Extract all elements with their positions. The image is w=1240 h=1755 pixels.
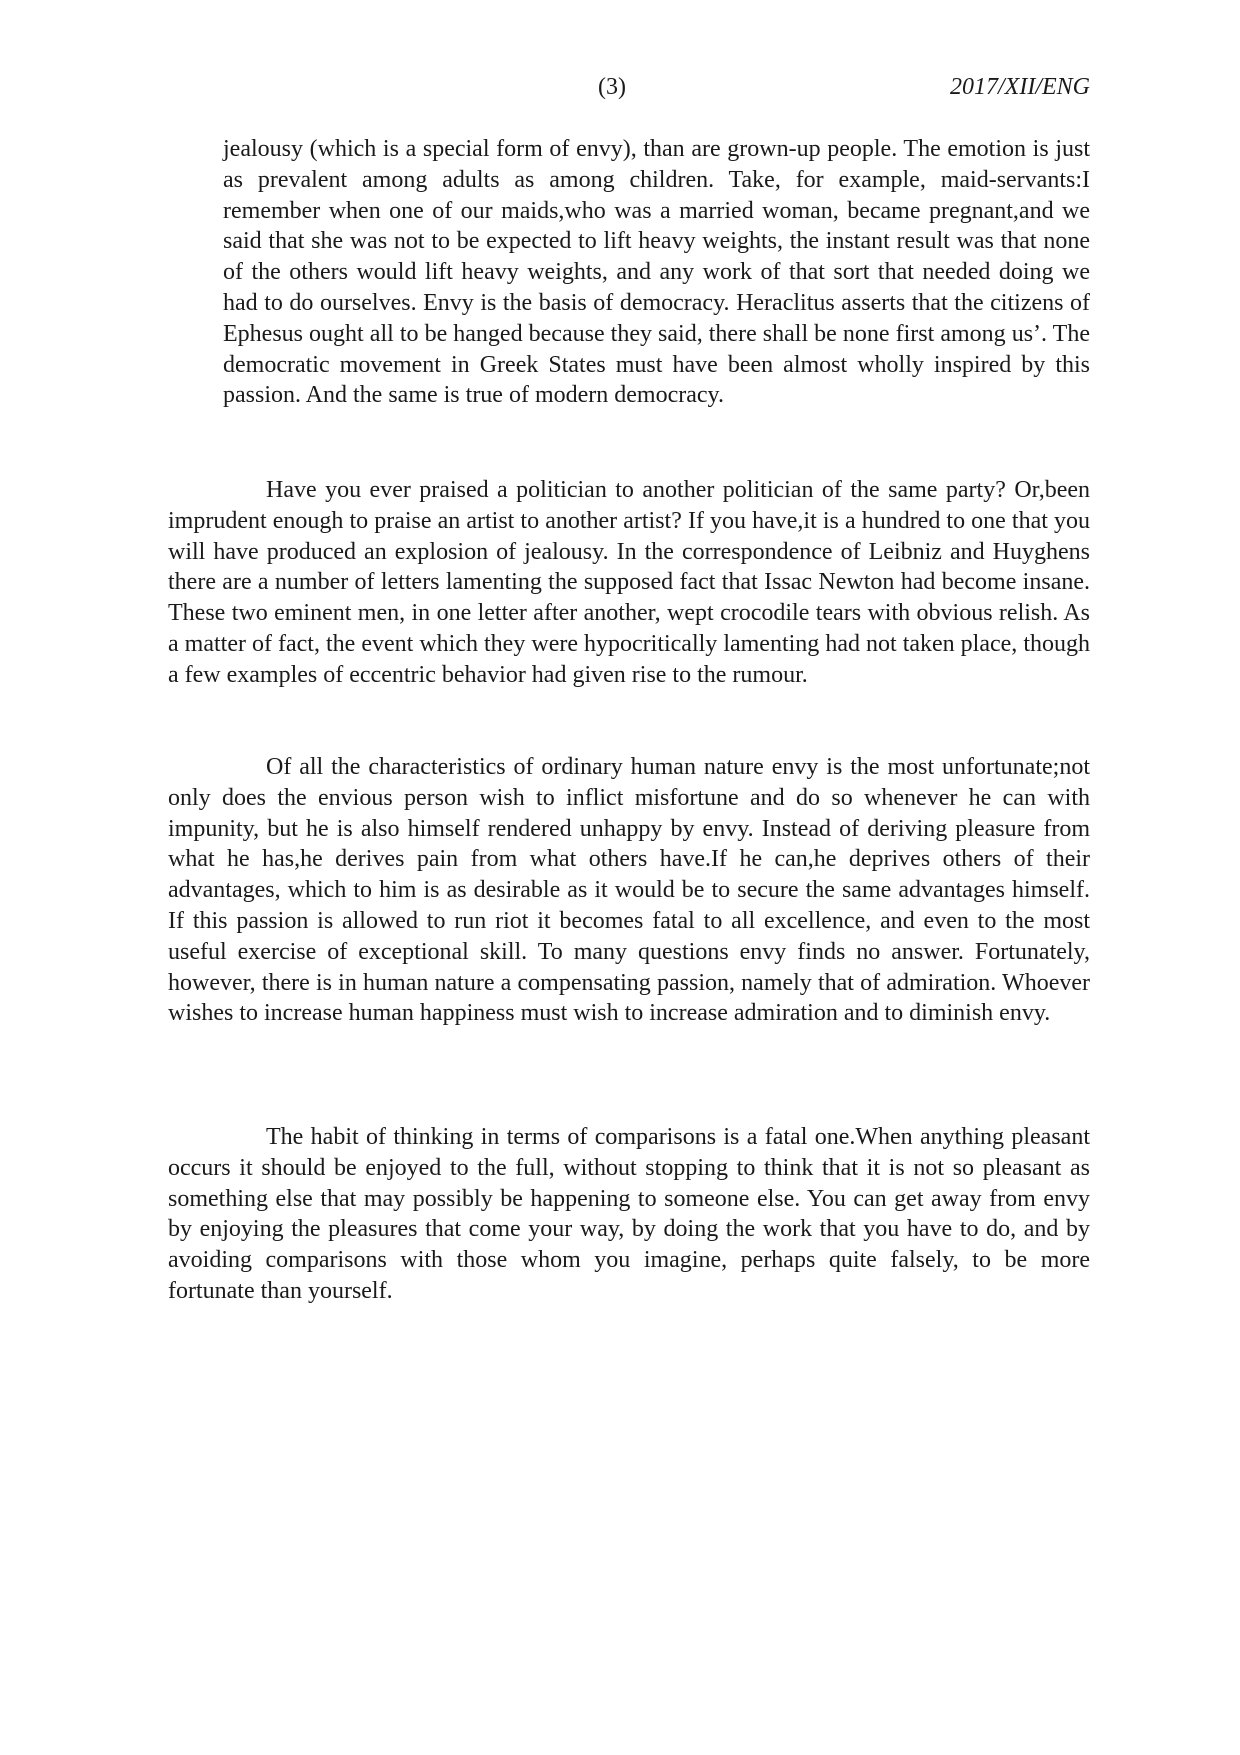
paragraph-jealousy-continuation: jealousy (which is a special form of envy), than are grown-up people. The emotion is just as prevalent among adults as among children. Take, for example, maid-servants:I remember when one of our maids,who was a married woman, became pregnant,and we said that she was not to be expected to lift heavy weights, the instant result was that none of the others would lift heavy weights, and any work of that sort that needed doing we had to do ourselves. Envy is the basis of democracy. Heraclitus asserts that the citizens of Ephesus ought all to be hanged because they said, there shall be none first among us’. The democratic movement in Greek States must have been almost wholly inspired by this passion. And the same is true of modern democracy.	[223, 136, 1090, 409]
paragraph-politician: Have you ever praised a politician to another politician of the same party? Or,been imprudent enough to praise an artist to another artist? If you have,it is a hundred to one that you will have produced an explosion of jealousy. In the correspondence of Leibniz and Huyghens there are a number of letters lamenting the supposed fact that Issac Newton had become insane. These two eminent men, in one letter after another, wept crocodile tears with obvious relish. As a matter of fact, the event which they were hypocritically lamenting had not taken place, though a few examples of eccentric behavior had given rise to the rumour.	[168, 477, 1090, 688]
document-code: 2017/XII/ENG	[950, 74, 1090, 100]
page-number: (3)	[598, 74, 626, 100]
paragraph-characteristics: Of all the characteristics of ordinary human nature envy is the most unfortunate;not only does the envious person wish to inflict misfortune and do so whenever he can with impunity, but he is also himself rendered unhappy by envy. Instead of deriving pleasure from what he has,he derives pain from what others have.If he can,he deprives others of their advantages, which to him is as desirable as it would be to secure the same advantages himself. If this passion is allowed to run riot it becomes fatal to all excellence, and even to the most useful exercise of exceptional skill. To many questions envy finds no answer. Fortunately, however, there is in human nature a compensating passion, namely that of admiration. Whoever wishes to increase human happiness must wish to increase admiration and to diminish envy.	[168, 754, 1090, 1027]
page-header	[0, 74, 1240, 110]
paragraph-comparisons: The habit of thinking in terms of comparisons is a fatal one.When anything pleasant occurs it should be enjoyed to the full, without stopping to think that it is not so pleasant as something else that may possibly be happening to someone else. You can get away from envy by enjoying the pleasures that come your way, by doing the work that you have to do, and by avoiding comparisons with those whom you imagine, perhaps quite falsely, to be more fortunate than yourself.	[168, 1124, 1090, 1304]
